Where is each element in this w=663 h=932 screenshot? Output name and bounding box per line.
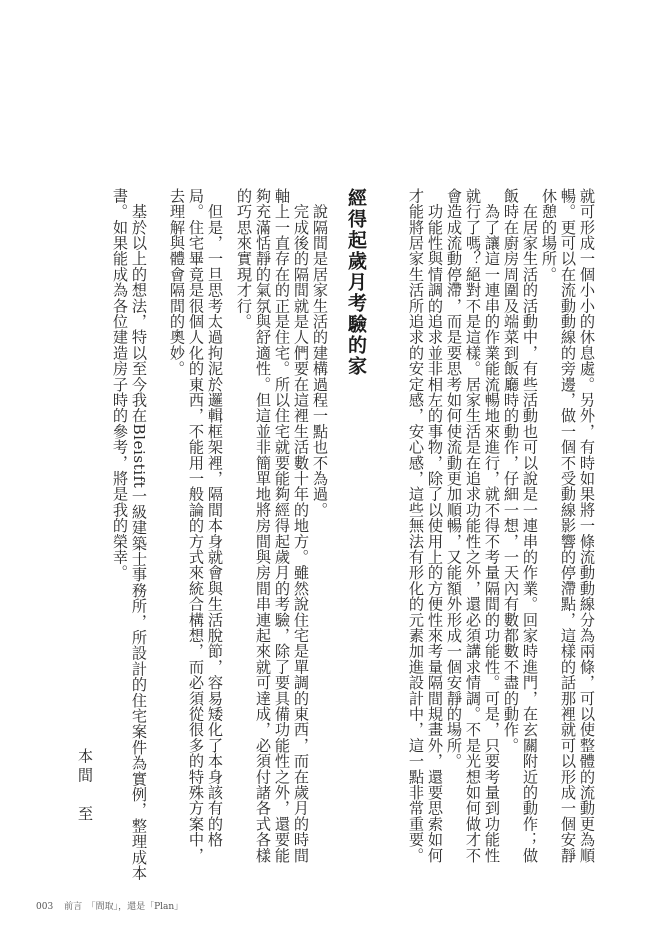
text-column: 為了讓這一連串的作業能流暢地來進行，就不得不考量隔間的功能性。可是，只要考量到功能性 bbox=[483, 188, 501, 864]
text-column: 會造成流動停滯，而是要思考如何使流動更加順暢，又能額外形成一個安靜的場所。 bbox=[445, 188, 463, 769]
text-column: 才能將居家生活所追求的安定感，安心感，這些無法有形化的元素加進設計中，這一點非常重要。 bbox=[407, 188, 425, 864]
text-column: 說隔間是居家生活的建構過程一點也不為過。 bbox=[311, 188, 329, 518]
text-column: 就可形成一個小小的休息處。另外，有時如果將一條流動動線分為兩條，可以使整體的流動更為順 bbox=[578, 188, 596, 864]
text-column: 去理解與體會隔間的奧妙。 bbox=[168, 188, 186, 377]
text-column: 就行了嗎？絕對不是這樣。居家生活是在追求功能性之外，還必須講求情調。不是光想如何做才不 bbox=[464, 188, 482, 864]
text-column: 在居家生活的活動中，有些活動也可以說是一連串的作業。回家時進門，在玄關附近的動作；做 bbox=[521, 188, 539, 864]
text-column: 功能性與情調的追求並非相左的事物，除了以使用上的方便性來考量隔間規畫外，還要思索如何 bbox=[426, 188, 444, 864]
text-column: 休憩的場所。 bbox=[540, 188, 558, 283]
text-column: 飯時在廚房周圍及端菜到飯廳時的動作，仔細一想，一天內有數都數不盡的動作。 bbox=[502, 188, 520, 754]
text-column: 夠充滿恬靜的氣氛與舒適性。但這並非簡單地將房間與房間串連起來就可達成，必須付諸各式各樣 bbox=[254, 188, 272, 864]
text-column: 基於以上的想法，特以至今我在Bleistift一級建築士事務所，所設計的住宅案件為實例，整理成本 bbox=[130, 188, 148, 881]
section-heading: 經得起歲月考驗的家 bbox=[345, 188, 367, 377]
text-column: 軸上一直存在的正是住宅。所以住宅就要能夠經得起歲月的考驗，除了要具備功能性之外，還要能 bbox=[273, 188, 291, 864]
page-footer bbox=[36, 899, 183, 912]
page-number: 003 bbox=[36, 902, 54, 912]
author-name: 本間 至 bbox=[76, 748, 94, 825]
text-column: 的巧思來實現才行。 bbox=[235, 188, 253, 330]
text-column: 書。如果能成為各位建造房子時的參考，將是我的榮幸。 bbox=[111, 188, 129, 581]
running-title: 前言 「間取」，還是「Plan」 bbox=[64, 902, 184, 912]
text-column: 但是，一旦思考太過拘泥於邏輯框架裡，隔間本身就會與生活脫節，容易矮化了本身該有的格 bbox=[206, 188, 224, 848]
text-column: 局。住宅畢竟是很個人化的東西，不能用一般論的方式來統合構想，而必須從很多的特殊方案中， bbox=[187, 188, 205, 864]
text-column: 完成後的隔間就是人們要在這裡生活數十年的地方。雖然說住宅是單調的東西，而在歲月的時間 bbox=[292, 188, 310, 864]
text-column: 暢。更可以在流動動線的旁邊，做一個不受動線影響的停滯點，這樣的話那裡就可以形成一個安靜 bbox=[559, 188, 577, 864]
